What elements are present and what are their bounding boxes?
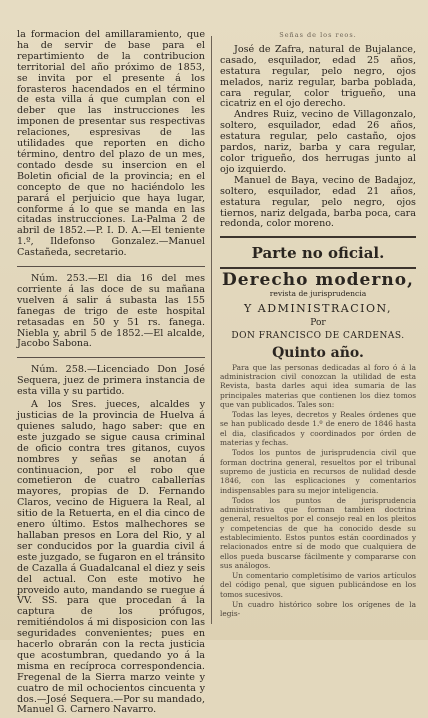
announcement-paragraph: Un comentario completísimo de varios artículos del código penal, que siguen publicándose en los tomos sucesivos. [220, 571, 416, 599]
right-column [220, 30, 416, 620]
announcement-paragraph: Todos los puntos de jurisprudencia civil que forman doctrina general, resueltos por el tribunal supremo de justicia en recursos de nulidad desde 1846, con las esplicaciones y comentarios indispensables para su mejor inteligencia. [220, 448, 416, 495]
announcement-paragraph: Un cuadro histórico sobre los orígenes de la legis- [220, 600, 416, 619]
reo-description: José de Zafra, natural de Bujalance, casado, esquilador, edad 25 años, estatura regular, pelo negro, ojos melados, nariz regular, barba poblada, cara regular, color trigueño, una cicatriz en el ojo derecho. [220, 43, 416, 110]
masthead-year: Quinto año. [272, 344, 364, 361]
masthead-title: Derecho moderno, [222, 270, 414, 291]
amillaramiento-notice: la formacion del amillaramiento, que ha de servir de base para el repartimiento de la contribucion territorial del año próximo de 1853, se invita por el presente á los forasteros hacendados en el término de esta villa á que cumplan con el deber que las instrucciones les imponen de presentar sus respectivas relaciones, espresivas de las utilidades que reporten en dicho término, dentro del plazo de un mes, contado desde su insercion en el Boletin oficial de la provincia; en el concepto de que no haciéndolo les parará el perjuicio que haya lugar, conforme á lo que se manda en las citadas instrucciones. La-Palma 2 de abril de 1852.—P. I. D. A.—El teniente 1.º, Ildefonso Gonzalez.—Manuel Castañeda, secretario. [17, 29, 205, 259]
separator-rule [220, 236, 416, 238]
separator-rule [17, 266, 205, 267]
masthead-author: DON FRANCISCO DE CARDENAS. [231, 330, 405, 341]
reo-description: Manuel de Baya, vecino de Badajoz, soltero, esquilador, edad 21 años, estatura regular, pelo negro, ojos tiernos, nariz delgada, barba poca, cara redonda, color moreno. [220, 174, 416, 230]
senas-caption: Señas de los reos. [279, 31, 357, 39]
requisitoria-text: A los Sres. jueces, alcaldes y justicias de la provincia de Huelva á quienes saludo, hago saber: que en este juzgado se sigue causa criminal de oficio contra tres gitanos, cuyos nombres y señas se anotan á continuacion, por el robo que cometieron de cuatro caballerías mayores, propias de D. Fernando Claros, vecino de Higuera la Real, al sitio de la Retuerta, en el dia cinco de enero último. Estos malhechores se hallaban presos en Lora del Rio, y al ser conducidos por la guardia civil á este juzgado, se fugaron en el tránsito de Cazalla á Guadalcanal el diez y seis del actual. Con este motivo he proveido auto, mandando se ruegue á VV. SS. para que procedan á la captura de los prófugos, remitiéndolos á mi disposicion con las seguridades convenientes; pues en hacerlo obrarán con la recta justicia que acostumbran, quedando yo á la misma en recíproca correspondencia. Fregenal de la Sierra marzo veinte y cuatro de mil ochocientos cincuenta y dos.—José Sequera.—Por su mandado, Manuel G. Carnero Navarro. [17, 399, 205, 716]
separator-rule [220, 267, 416, 269]
subasta-notice: Núm. 253.—El dia 16 del mes corriente á las doce de su mañana vuelven á salir á subasta las 155 fanegas de trigo de este hospital retasadas en 50 y 51 rs. fanega. Niebla y, abril 5 de 1852.—El alcalde, Jacobo Sabona. [17, 273, 205, 350]
column-divider [211, 36, 212, 624]
announcement-paragraph: Todas las leyes, decretos y Reales órdenes que se han publicado desde 1.º de enero de 1846 hasta el dia, clasificados y coordinados por órden de materias y fechas. [220, 410, 416, 448]
announcement-paragraph: Todos los puntos de jurisprudencia administrativa que forman tambien doctrina general, resueltos por el consejo real en los pleitos y competencias de que ha conocido desde su establecimiento. Estos puntos están coordinados y relacionados entre sí de modo que cualquiera de ellos pueda buscarse fácilmente y compararse con sus análogos. [220, 495, 416, 570]
reo-description: Andres Ruiz, vecino de Villagonzalo, soltero, esquilador, edad 26 años, estatura regular, pelo castaño, ojos pardos, nariz, barba y cara regular, color trigueño, dos herrugas junto al ojo izquierdo. [220, 109, 416, 175]
masthead-subtitle: revista de jurisprudencia [269, 289, 367, 299]
masthead-por: Por [310, 317, 326, 328]
separator-rule [17, 357, 205, 358]
announcement-paragraph: Para que las personas dedicadas al foro ó á la administracion civil conozcan la utilidad de esta Revista, basta darles aqui idea sumaria de las principales materias que contienen los diez tomos que van publicados. Tales son: [220, 362, 416, 409]
juez-heading: Núm. 258.—Licenciado Don José Sequera, juez de primera instancia de esta villa y su partido. [17, 364, 205, 398]
announcement-body [220, 363, 416, 619]
section-heading: Parte no oficial. [251, 244, 385, 263]
left-column [17, 30, 205, 718]
masthead-admin: Y ADMINISTRACION, [244, 302, 392, 316]
